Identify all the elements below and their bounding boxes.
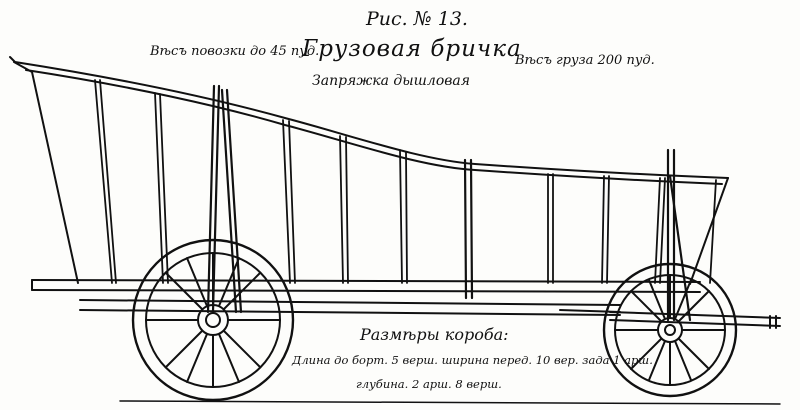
stake bbox=[346, 137, 348, 283]
bottom-sill-upper bbox=[32, 280, 700, 282]
stake bbox=[95, 80, 112, 283]
stake bbox=[400, 150, 402, 283]
front-wheel-spokes bbox=[146, 253, 280, 387]
ground-line bbox=[120, 401, 780, 404]
stake bbox=[655, 178, 660, 283]
body-stakes bbox=[95, 80, 716, 283]
rear-wheel-spokes bbox=[615, 275, 725, 385]
dimensions-heading: Размѣры короба: bbox=[360, 325, 509, 344]
cargo-weight-label: Вѣсъ груза 200 пуд. bbox=[515, 53, 655, 68]
stake bbox=[283, 120, 290, 283]
dimensions-line-2: глубина. 2 арш. 8 верш. bbox=[356, 377, 502, 391]
middle-post bbox=[465, 160, 466, 298]
wagon-weight-label: Вѣсъ повозки до 45 пуд. bbox=[150, 44, 320, 59]
stake bbox=[100, 80, 116, 283]
front-end-post bbox=[14, 62, 78, 283]
rear-wheel bbox=[604, 264, 736, 396]
bottom-sill-lower bbox=[32, 290, 700, 292]
frame-reach-upper bbox=[80, 300, 620, 305]
dimensions-line-1: Длина до борт. 5 верш. ширина перед. 10 вер. зада 1 арш. bbox=[292, 353, 653, 367]
stake bbox=[602, 176, 604, 283]
stake bbox=[660, 178, 665, 283]
stake bbox=[710, 180, 716, 283]
figure-title: Грузовая бричка bbox=[302, 36, 522, 62]
stake bbox=[607, 176, 609, 283]
stake bbox=[406, 152, 407, 283]
middle-post bbox=[471, 160, 472, 298]
stake bbox=[340, 136, 343, 283]
front-wheel bbox=[133, 240, 293, 400]
stake bbox=[289, 121, 295, 283]
harness-label: Запряжка дышловая bbox=[312, 73, 471, 89]
figure-number: Рис. № 13. bbox=[366, 8, 468, 30]
stanchions bbox=[208, 86, 690, 320]
wagon-body bbox=[10, 57, 728, 315]
frame-reach-lower bbox=[80, 310, 620, 315]
